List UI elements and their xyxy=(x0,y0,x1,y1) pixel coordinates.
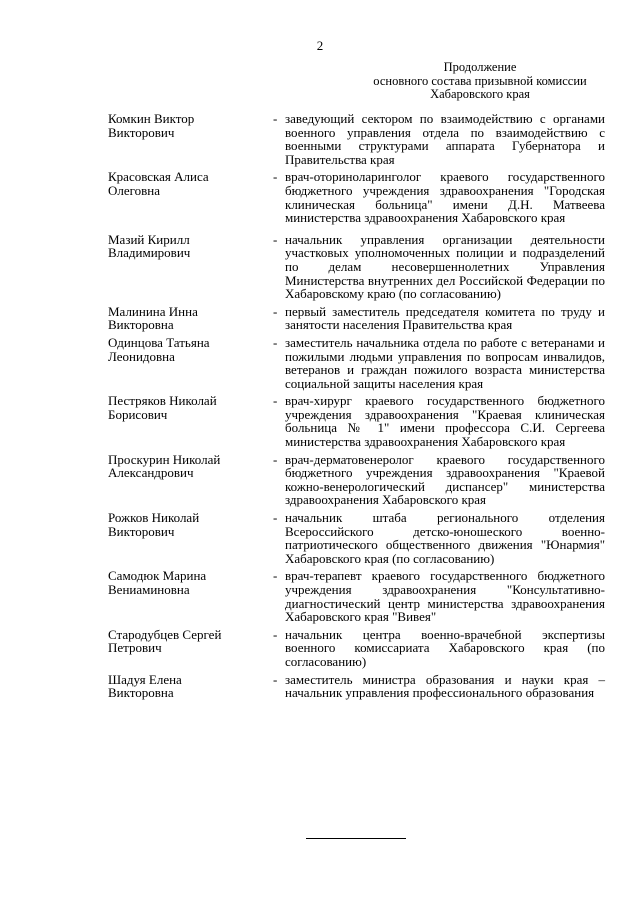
member-dash: - xyxy=(273,568,278,584)
member-entry xyxy=(108,305,604,332)
member-dash: - xyxy=(273,111,278,126)
member-position: начальник штаба регионального отделения Всероссийского детско-юношеского военно-патриотического общественного движения "Юнармия" Хабаровского края (по согласованию) xyxy=(285,510,605,566)
member-dash: - xyxy=(273,510,278,526)
member-patronymic: Викторович xyxy=(108,523,175,539)
member-position: заместитель министра образования и науки края – начальник управления профессионального образования xyxy=(285,671,605,701)
member-name xyxy=(108,628,273,655)
member-surname-first: Самодюк Марина xyxy=(108,568,207,584)
member-entry xyxy=(108,569,604,623)
member-entry xyxy=(108,673,604,700)
member-position: заведующий сектором по взаимодействию с органами военного управления отдела по взаимодействию с военными структурами аппарата Губернатора и Правительства края xyxy=(285,111,605,167)
member-name xyxy=(108,569,273,596)
member-patronymic: Викторовна xyxy=(108,685,174,701)
member-surname-first: Красовская Алиса xyxy=(108,169,209,185)
member-surname-first: Рожков Николай xyxy=(108,510,200,526)
member-surname-first: Мазий Кирилл xyxy=(108,231,190,247)
continuation-line: Продолжение xyxy=(443,60,517,74)
member-patronymic: Петрович xyxy=(108,640,162,656)
member-dash: - xyxy=(273,231,278,247)
member-position: врач-хирург краевого государственного бюджетного учреждения здравоохранения "Краевая клиническая больница № 1" имени профессора С.И. Сергеева министерства здравоохранения Хабаровского края xyxy=(285,393,605,450)
continuation-heading xyxy=(360,61,600,102)
member-entry xyxy=(108,336,604,390)
member-surname-first: Пестряков Николай xyxy=(108,393,217,409)
member-position: начальник центра военно-врачебной экспертизы военного комиссариата Хабаровского края (по согласованию) xyxy=(285,626,605,669)
member-name xyxy=(108,511,273,538)
member-patronymic: Олеговна xyxy=(108,182,161,198)
member-dash: - xyxy=(273,334,278,350)
member-patronymic: Борисович xyxy=(108,406,168,422)
member-entry xyxy=(108,112,604,166)
member-position: начальник управления организации деятельности участковых уполномоченных полиции и подразделений по делам несовершеннолетних Управления Министерства внутренних дел Российской Федерации по Хабаровскому краю (по согласованию) xyxy=(285,231,605,302)
member-name xyxy=(108,336,273,363)
member-dash: - xyxy=(273,393,278,409)
member-name xyxy=(108,170,273,197)
continuation-line: основного состава призывной комиссии xyxy=(373,73,587,88)
member-patronymic: Викторовна xyxy=(108,317,174,333)
member-surname-first: Комкин Виктор xyxy=(108,111,195,126)
member-position: первый заместитель председателя комитета по труду и занятости населения Правительства края xyxy=(285,303,605,333)
member-name xyxy=(108,112,273,139)
member-name xyxy=(108,673,273,700)
continuation-line: Хабаровского края xyxy=(430,87,530,101)
member-position: заместитель начальника отдела по работе с ветеранами и пожилыми людьми управления по вопросам инвалидов, ветеранов и граждан пожилого возраста министерства социальной защиты населения края xyxy=(285,334,605,391)
page-number: 2 xyxy=(316,38,324,53)
member-surname-first: Стародубцев Сергей xyxy=(108,626,222,642)
member-entry xyxy=(108,170,604,224)
member-name xyxy=(108,305,273,332)
member-dash: - xyxy=(273,303,278,319)
member-position: врач-оториноларинголог краевого государственного бюджетного учреждения здравоохранения "Городская клиническая больница" имени Д.Н. Матвеева министерства здравоохранения Хабаровского края xyxy=(285,169,605,226)
member-surname-first: Малинина Инна xyxy=(108,303,198,319)
member-entry xyxy=(108,511,604,565)
member-name xyxy=(108,233,273,260)
member-patronymic: Александрович xyxy=(108,465,194,481)
member-patronymic: Владимирович xyxy=(108,245,191,261)
member-patronymic: Леонидовна xyxy=(108,348,175,364)
member-entry xyxy=(108,233,604,301)
member-entry xyxy=(108,628,604,669)
member-entry xyxy=(108,394,604,448)
member-name xyxy=(108,453,273,480)
member-surname-first: Шадуя Елена xyxy=(108,671,182,687)
member-entry xyxy=(108,453,604,507)
member-dash: - xyxy=(273,626,278,642)
member-patronymic: Викторович xyxy=(108,124,175,140)
member-dash: - xyxy=(273,169,278,185)
member-name xyxy=(108,394,273,421)
member-patronymic: Вениаминовна xyxy=(108,582,190,597)
member-surname-first: Проскурин Николай xyxy=(108,451,221,467)
end-of-list-rule xyxy=(306,838,406,839)
member-position: врач-терапевт краевого государственного бюджетного учреждения здравоохранения "Консультативно-диагностический центр министерства здравоохранения Хабаровского края "Вивея" xyxy=(285,568,605,625)
commission-members-list xyxy=(108,112,604,700)
member-dash: - xyxy=(273,451,278,467)
member-dash: - xyxy=(273,671,278,687)
member-position: врач-дерматовенеролог краевого государственного бюджетного учреждения здравоохранения "Краевой кожно-венерологический диспансер" министерства здравоохранения Хабаровского края xyxy=(285,451,605,508)
member-surname-first: Одинцова Татьяна xyxy=(108,334,210,350)
